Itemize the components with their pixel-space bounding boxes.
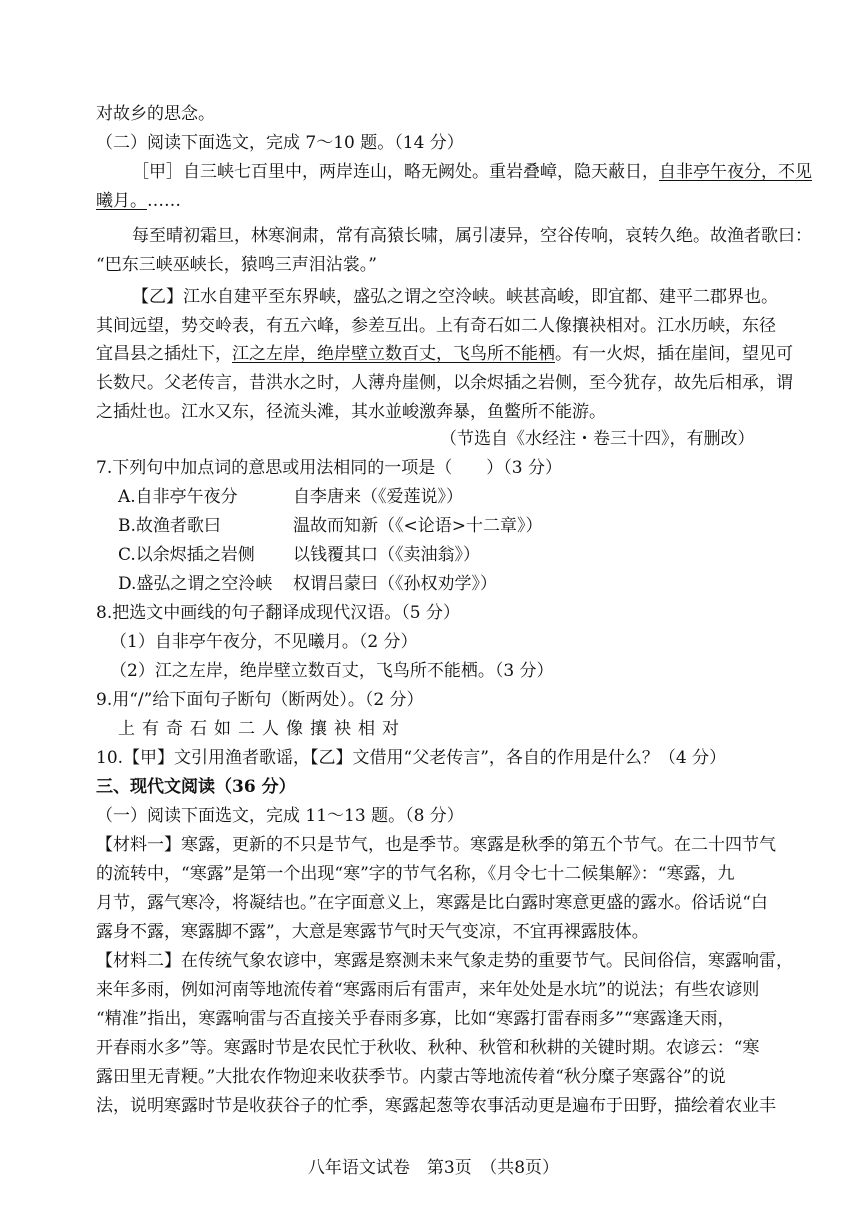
text-line: 【乙】江水自建平至东界峡，盛弘之谓之空泠峡。峡甚高峻，即宜都、建平二郡界也。 bbox=[132, 287, 778, 307]
section-3-1-heading: （一）阅读下面选文，完成 11～13 题。（8 分） bbox=[96, 806, 464, 826]
material-2-line: “精准”指出，寒露响雷与否直接关乎春雨多寡，比如“寒露打雷春雨多”“寒露逢天雨， bbox=[96, 1009, 735, 1029]
ellipsis: …… bbox=[147, 191, 181, 211]
option-b-left: B.故渔者歌曰 bbox=[118, 516, 221, 536]
material-1-line: 露身不露，寒露脚不露”，大意是寒露节气时天气变凉，不宜再裸露肢体。 bbox=[96, 922, 649, 942]
text-segment: 。有一火烬，插在崖间，望见可 bbox=[555, 344, 793, 364]
text-line bbox=[96, 190, 775, 212]
material-1-line: 月节，露气寒冷，将凝结也。”在字面意义上，寒露是比白露时寒意更盛的露水。俗话说“白 bbox=[96, 893, 768, 913]
page-footer: 八年语文试卷 第3页 （共8页） bbox=[307, 1158, 560, 1178]
section-3-heading: 三、现代文阅读（36 分） bbox=[96, 777, 296, 797]
text-line: 其间远望，势交岭表，有五六峰，参差互出。上有奇石如二人像攘袂相对。江水历峡，东径 bbox=[96, 316, 776, 336]
material-2-line: 法，说明寒露时节是收获谷子的忙季，寒露起葱等农事活动更是遍布于田野，描绘着农业丰 bbox=[96, 1096, 776, 1116]
material-2-line: 开春雨水多”等。寒露时节是农民忙于秋收、秋种、秋管和秋耕的关键时期。农谚云：“寒 bbox=[96, 1038, 760, 1058]
text-line: 每至晴初霜旦，林寒涧肃，常有高猿长啸，属引凄异，空谷传响，哀转久绝。故渔者歌曰： bbox=[132, 226, 812, 246]
question-9: 9.用“/”给下面句子断句（断两处）。（2 分） bbox=[96, 690, 424, 710]
text-line: “巴东三峡巫峡长，猿鸣三声泪沾裳。” bbox=[96, 255, 377, 275]
option-a-left: A.自非亭午夜分 bbox=[118, 487, 238, 507]
option-d-left: D.盛弘之谓之空泠峡 bbox=[118, 574, 273, 594]
question-10: 10.【甲】文引用渔者歌谣，【乙】文借用“父老传言”，各自的作用是什么？（4 分） bbox=[96, 748, 727, 768]
underlined-sentence-1: 自非亭午夜分，不见 bbox=[659, 162, 812, 182]
text-line: 长数尺。父老传言，昔洪水之时，人薄舟崖侧，以余烬插之岩侧，至今犹存，故先后相承，谓 bbox=[96, 373, 793, 393]
question-8-2: （2）江之左岸，绝岸壁立数百丈，飞鸟所不能栖。（3 分） bbox=[110, 661, 554, 681]
text-line bbox=[132, 161, 812, 183]
source-note: （节选自《水经注・卷三十四》，有删改） bbox=[440, 429, 755, 449]
question-7: 7.下列句中加点词的意思或用法相同的一项是（ ）（3 分） bbox=[96, 458, 562, 478]
text-segment: 宜昌县之插灶下， bbox=[96, 344, 232, 364]
option-c-left: C.以余烬插之岩侧 bbox=[118, 545, 255, 565]
text-line: 对故乡的思念。 bbox=[96, 104, 215, 124]
section-heading: （二）阅读下面选文，完成 7～10 题。（14 分） bbox=[96, 133, 464, 153]
text-line bbox=[96, 343, 793, 365]
question-9-sentence: 上有奇石如二人像攘袂相对 bbox=[118, 719, 406, 739]
question-8: 8.把选文中画线的句子翻译成现代汉语。（5 分） bbox=[96, 603, 460, 623]
option-c-right: 以钱覆其口（《卖油翁》） bbox=[293, 545, 480, 565]
passage-jia-text: ［甲］自三峡七百里中，两岸连山，略无阙处。重岩叠嶂，隐天蔽日， bbox=[132, 162, 659, 182]
question-8-1: （1）自非亭午夜分，不见曦月。（2 分） bbox=[110, 632, 418, 652]
material-1-line: 的流转中，“寒露”是第一个出现“寒”字的节气名称，《月令七十二候集解》：“寒露，九 bbox=[96, 864, 735, 884]
material-1-line: 【材料一】寒露，更新的不只是节气，也是季节。寒露是秋季的第五个节气。在二十四节气 bbox=[96, 835, 776, 855]
material-2-line: 来年多雨，例如河南等地流传着“寒露雨后有雷声，来年处处是水坑”的说法；有些农谚则 bbox=[96, 980, 760, 1000]
option-d-right: 权谓吕蒙曰（《孙权劝学》） bbox=[293, 574, 497, 594]
option-b-right: 温故而知新（《<论语>十二章》） bbox=[293, 516, 543, 536]
underlined-sentence-2: 江之左岸，绝岸壁立数百丈，飞鸟所不能栖 bbox=[232, 344, 555, 364]
material-2-line: 【材料二】在传统气象农谚中，寒露是察测未来气象走势的重要节气。民间俗信，寒露响雷， bbox=[96, 951, 793, 971]
underlined-sentence-1-end: 曦月。 bbox=[96, 191, 147, 211]
material-2-line: 露田里无青粳。”大批农作物迎来收获季节。内蒙古等地流传着“秋分糜子寒露谷”的说 bbox=[96, 1067, 726, 1087]
option-a-right: 自李唐来（《爱莲说》） bbox=[293, 487, 463, 507]
text-line: 之插灶也。江水又东，径流头滩，其水並峻激奔暴，鱼鳖所不能游。 bbox=[96, 402, 606, 422]
